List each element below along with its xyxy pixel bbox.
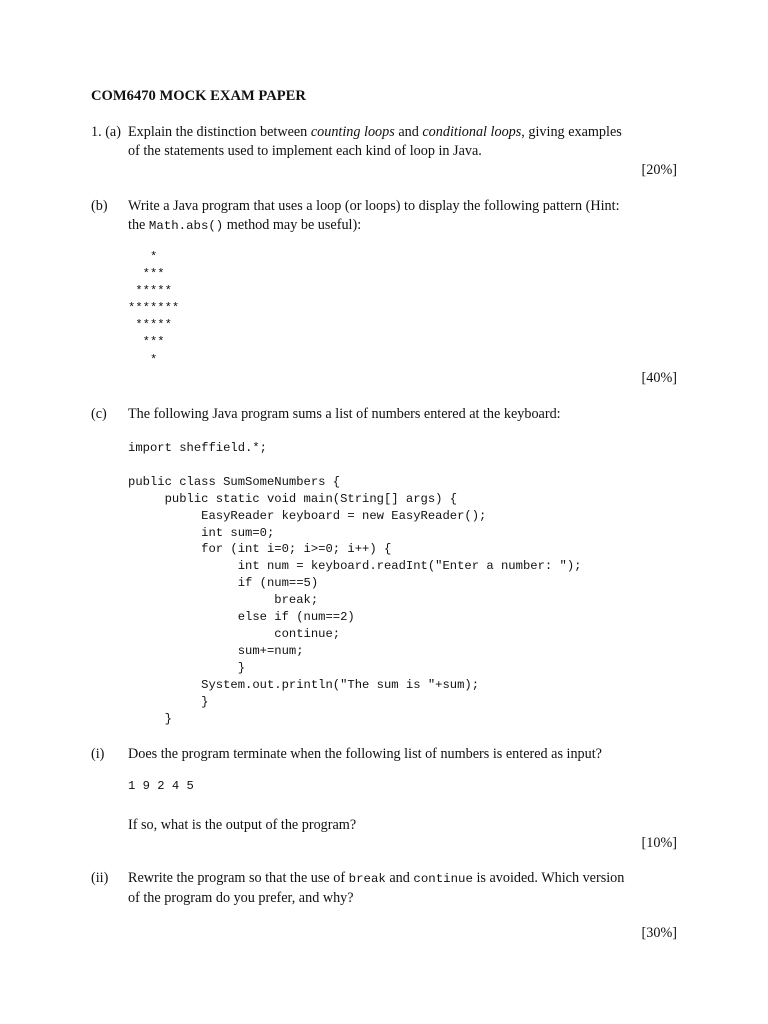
question-i-marks: [10%] <box>641 835 677 851</box>
pattern-line: * <box>128 352 158 367</box>
question-1a-label: 1. (a) <box>91 124 121 140</box>
question-b-marks: [40%] <box>641 370 677 386</box>
q1a-text-part: , giving examples <box>521 124 622 140</box>
question-i-followup: If so, what is the output of the program? <box>128 817 357 833</box>
question-i-label: (i) <box>91 746 105 762</box>
question-i-text: Does the program terminate when the following list of numbers is entered as input? <box>128 746 602 762</box>
pattern-line: *** <box>128 335 165 350</box>
pattern-line: ***** <box>128 284 172 299</box>
question-1a-marks: [20%] <box>641 162 677 178</box>
code-line: public static void main(String[] args) { <box>128 491 458 506</box>
code-line: sum+=num; <box>128 643 304 658</box>
q-b-line2-post: method may be useful): <box>223 217 362 233</box>
code-line: break; <box>128 593 319 608</box>
question-b-label: (b) <box>91 198 108 214</box>
question-c-label: (c) <box>91 406 107 422</box>
java-code-block <box>128 440 581 727</box>
code-line: } <box>128 660 246 675</box>
code-line: EasyReader keyboard = new EasyReader(); <box>128 508 487 523</box>
q-b-line2-pre: the <box>128 217 149 233</box>
q-ii-line2: of the program do you prefer, and why? <box>128 890 354 906</box>
pattern-line: * <box>128 250 158 264</box>
q-ii-part: and <box>385 870 414 886</box>
code-line: int num = keyboard.readInt("Enter a number: "); <box>128 559 582 574</box>
conditional-loops-emphasis: conditional loops <box>422 124 522 140</box>
pattern-line: ***** <box>128 318 172 333</box>
star-pattern <box>128 249 179 369</box>
question-b-text <box>128 197 680 236</box>
code-line: } <box>128 694 209 709</box>
pattern-line: ******* <box>128 301 180 316</box>
code-line: public class SumSomeNumbers { <box>128 474 341 489</box>
exam-title: COM6470 MOCK EXAM PAPER <box>91 88 306 104</box>
question-ii-label: (ii) <box>91 870 109 886</box>
q1a-text-part: and <box>394 124 423 140</box>
code-line: System.out.println("The sum is "+sum); <box>128 677 480 692</box>
code-line: else if (num==2) <box>128 610 355 625</box>
math-abs-code: Math.abs() <box>148 219 224 233</box>
code-line: continue; <box>128 626 341 641</box>
q-ii-part: Rewrite the program so that the use of <box>128 870 349 886</box>
q1a-text-line2: of the statements used to implement each kind of loop in Java. <box>128 143 482 159</box>
question-c-text: The following Java program sums a list of numbers entered at the keyboard: <box>128 406 561 422</box>
break-code: break <box>348 872 386 886</box>
code-line: if (num==5) <box>128 576 319 591</box>
question-1a-text <box>128 123 680 161</box>
counting-loops-emphasis: counting loops <box>310 124 395 140</box>
code-line: } <box>128 711 172 726</box>
continue-code: continue <box>413 872 473 886</box>
pattern-line: *** <box>128 267 165 282</box>
q1a-text-part: Explain the distinction between <box>128 124 311 140</box>
code-line: import sheffield.*; <box>128 441 267 455</box>
q-b-line1: Write a Java program that uses a loop (or loops) to display the following pattern (Hint: <box>128 198 620 214</box>
question-ii-text <box>128 869 680 908</box>
input-numbers: 1 9 2 4 5 <box>128 779 194 793</box>
q-ii-part: is avoided. Which version <box>472 870 625 886</box>
question-ii-marks: [30%] <box>641 925 677 941</box>
code-line: int sum=0; <box>128 525 275 540</box>
code-line: for (int i=0; i>=0; i++) { <box>128 542 392 557</box>
